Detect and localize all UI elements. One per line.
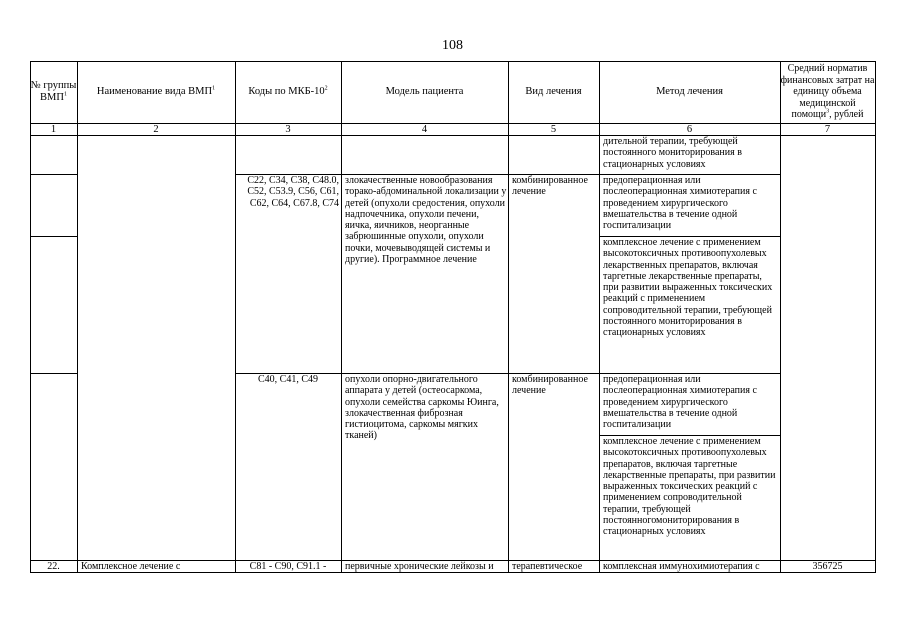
column-number: 2 <box>153 124 159 135</box>
cost-value-text: 356725 <box>812 561 843 572</box>
header-vmp-name-text: Наименование вида ВМП <box>96 86 213 97</box>
table-border-top <box>30 61 876 62</box>
table-rule <box>30 174 77 175</box>
treatment-method-text: предоперационная или послеоперационная химиотерапия с проведением хирургического вмешательства в течение одной госпитализации <box>603 374 757 431</box>
treatment-method-text: предоперационная или послеоперационная химиотерапия с проведением хирургического вмешательства в течение одной госпитализации <box>603 175 757 232</box>
treatment-type-text: комбинированное лечение <box>512 374 588 397</box>
icd-codes-text: C40, C41, C49 <box>257 374 318 385</box>
footnote-mark: 3 <box>826 108 830 115</box>
table-rule <box>30 135 876 136</box>
header-cost-norm-text: Средний норматив финансовых затрат на единицу объема медицинской помощи <box>780 63 875 121</box>
header-cost-norm-unit: , рублей <box>829 109 864 121</box>
header-treatment-type <box>508 61 599 123</box>
header-group-number <box>30 61 77 123</box>
header-icd-codes-text: Коды по МКБ-10 <box>248 86 325 97</box>
treatment-method-text: комплексное лечение с применением высокотоксичных противоопухолевых препаратов, включая таргетные лекарственные препараты, при развитии выраженных токсических реакций с применением сопроводительной терапии, требующей постоянногомониторирования в стационарных условиях <box>603 436 776 538</box>
table-rule <box>599 236 780 237</box>
patient-model-text: злокачественные новообразования торако-абдоминальной локализации у детей (опухоли средостения, опухоли надпочечника, опухоли печени, яичка, яичников, неорганные забрюшинные опухоли, опухоли почки, мочевыводящей системы и другие). Программное лечение <box>345 175 507 266</box>
header-group-number-text: № группы ВМП <box>30 80 77 103</box>
column-number: 3 <box>285 124 291 135</box>
footnote-mark: 2 <box>324 85 328 92</box>
page-number: 108 <box>442 38 463 53</box>
header-treatment-type-text: Вид лечения <box>525 86 582 97</box>
table-column-rule <box>30 61 31 573</box>
header-treatment-method-text: Метод лечения <box>656 86 723 97</box>
patient-model-text: первичные хронические лейкозы и <box>345 561 494 572</box>
header-patient-model <box>341 61 508 123</box>
icd-codes-text: C81 - C90, C91.1 - <box>249 561 327 572</box>
table-column-rule <box>235 61 236 573</box>
table-column-rule <box>875 61 876 573</box>
header-icd-codes <box>235 61 341 123</box>
table-column-rule <box>780 61 781 573</box>
header-cost-norm <box>780 61 875 123</box>
treatment-type-text: комбинированное лечение <box>512 175 588 198</box>
header-patient-model-text: Модель пациента <box>385 86 464 97</box>
treatment-method-text: комплексное лечение с применением высокотоксичных противоопухолевых лекарственных препаратов, включая таргетные лекарственные препараты, при развитии выраженных токсических реакций с применением сопроводительной терапии, требующей постоянного мониторирования в стационарных условиях <box>603 237 773 339</box>
footnote-mark: 1 <box>212 85 216 92</box>
group-number-text: 22. <box>47 561 60 572</box>
column-number: 4 <box>421 124 428 135</box>
header-treatment-method <box>599 61 780 123</box>
footnote-mark: 1 <box>63 91 67 98</box>
table-column-rule <box>77 61 78 573</box>
table-column-rule <box>341 61 342 573</box>
table-rule <box>30 560 876 561</box>
table-column-rule <box>599 61 600 573</box>
icd-codes-text: C22, C34, C38, C48.0, C52, C53.9, C56, C61, C62, C64, C67.8, C74 <box>247 175 339 209</box>
table-border-bottom <box>30 572 876 573</box>
table-rule <box>30 236 77 237</box>
column-number: 1 <box>50 124 57 135</box>
treatment-type-text: терапевтическое <box>512 561 583 572</box>
column-number: 6 <box>686 124 693 135</box>
table-column-rule <box>508 61 509 573</box>
vmp-name-text: Комплексное лечение с <box>81 561 181 572</box>
column-number: 5 <box>550 124 557 135</box>
patient-model-text: опухоли опорно-двигательного аппарата у детей (остеосаркома, опухоли семейства саркомы Юинга, злокачественная фиброзная гистиоцитома, саркомы мягких тканей) <box>345 374 499 442</box>
table-rule <box>30 373 77 374</box>
header-vmp-name <box>77 61 235 123</box>
table-rule <box>30 123 876 124</box>
column-number: 7 <box>824 124 831 135</box>
method-text-continued: дительной терапии, требующей постоянного мониторирования в стационарных условиях <box>603 136 742 170</box>
table-rule <box>599 435 780 436</box>
treatment-method-text: комплексная иммунохимиотерапия с <box>603 561 760 572</box>
